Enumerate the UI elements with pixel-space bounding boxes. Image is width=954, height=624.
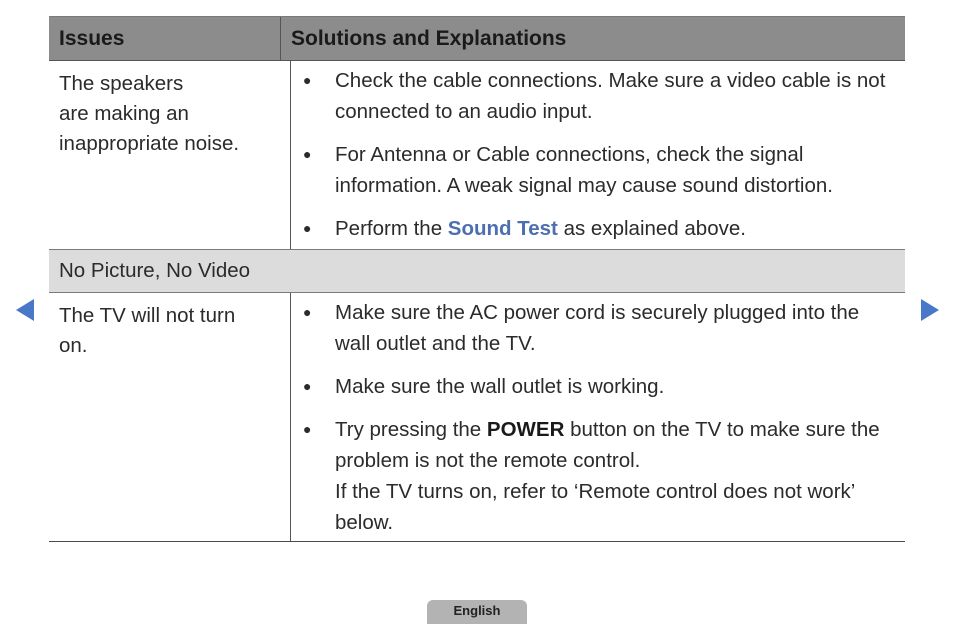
issue-cell [49,61,291,249]
bullet-text: Make sure the wall outlet is working. [335,375,665,398]
bullet-text-pre: Try pressing the [335,418,487,441]
power-label: POWER [486,418,565,441]
bullet-dot: ● [303,421,312,437]
section-heading: No Picture, No Video [49,250,905,293]
bullet-dot: ● [303,72,312,88]
solution-bullet [301,371,895,402]
solution-bullet [301,65,895,127]
previous-page-icon[interactable] [16,299,34,321]
bullet-text: Make sure the AC power cord is securely plugged into the wall outlet and the TV. [335,301,860,355]
header-solutions: Solutions and Explanations [291,26,567,50]
solution-cell [291,293,905,541]
bullet-dot: ● [303,220,312,236]
troubleshooting-table [49,16,905,542]
solution-bullet [301,139,895,201]
bullet-text: For Antenna or Cable connections, check the signal information. A weak signal may cause sound distortion. [335,143,833,197]
language-tab[interactable]: English [427,600,527,624]
next-page-icon[interactable] [921,299,939,321]
solution-cell [291,61,905,249]
issue-line: on. [59,334,88,357]
issue-line: are making an [59,102,189,125]
bullet-text-post: as explained above. [557,217,746,240]
bullet-text-pre: Perform the [335,217,448,240]
table-row [49,293,905,541]
bullet-text-extra: If the TV turns on, refer to ‘Remote control does not work’ below. [335,480,855,534]
issue-cell [49,293,291,541]
issue-line: inappropriate noise. [59,132,240,155]
solution-bullet [301,213,895,244]
bullet-dot: ● [303,146,312,162]
bullet-text [335,414,895,538]
table-row [49,61,905,250]
header-issues: Issues [49,17,281,60]
issue-line: The speakers [59,72,184,95]
table-header [49,17,905,61]
bullet-dot: ● [303,378,312,394]
solution-bullet [301,297,895,359]
bullet-dot: ● [303,304,312,320]
sound-test-link[interactable]: Sound Test [447,217,558,240]
bullet-text [335,213,895,244]
bullet-text: Check the cable connections. Make sure a video cable is not connected to an audio input. [335,69,886,123]
bullet-text-post: button on the TV to make sure the problem is not the remote control. [335,418,880,472]
solution-bullet [301,414,895,538]
issue-line: The TV will not turn [59,304,236,327]
